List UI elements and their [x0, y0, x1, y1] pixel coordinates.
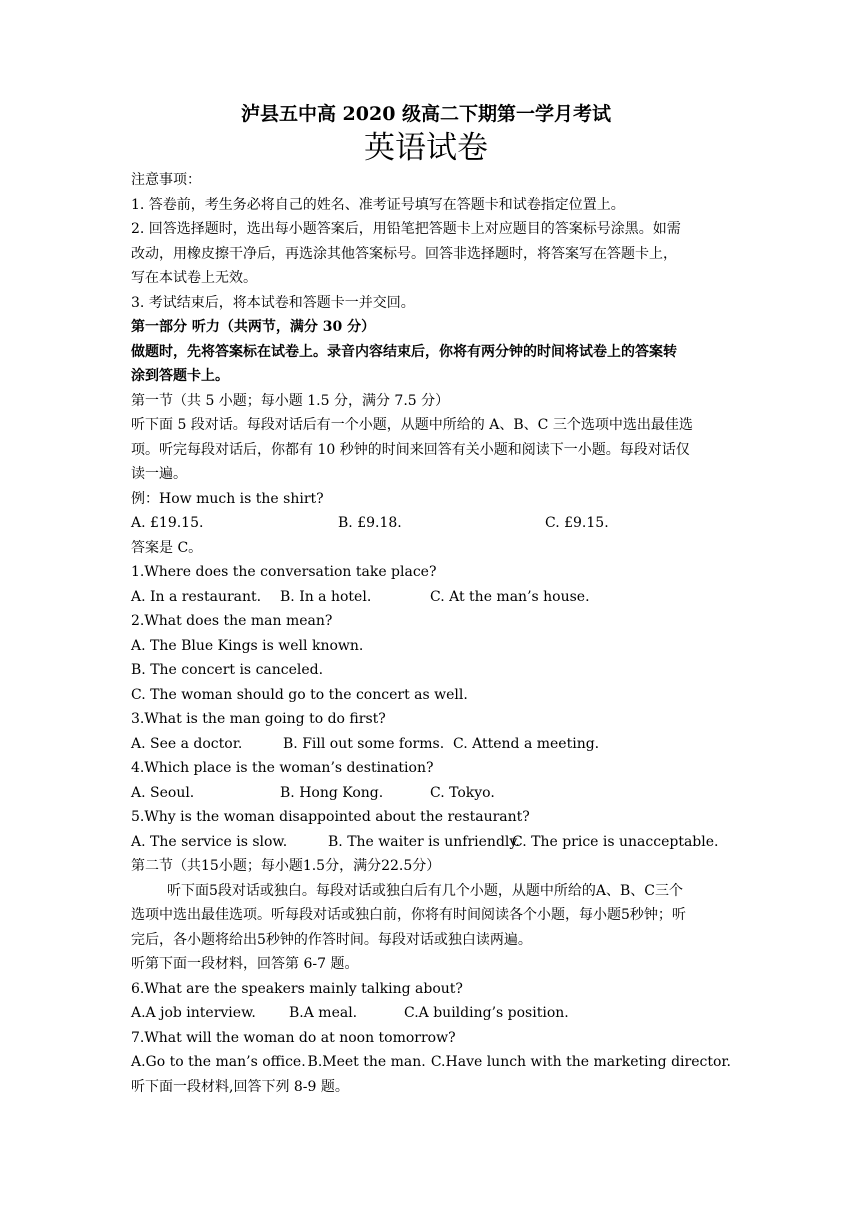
question-6-option-c: C.A building’s position. [404, 1005, 569, 1021]
notice-item-1: 1. 答卷前，考生务必将自己的姓名、准考证号填写在答题卡和试卷指定位置上。 [131, 196, 625, 213]
question-7-options [131, 1050, 731, 1075]
notice-item-3: 3. 考试结束后，将本试卷和答题卡一并交回。 [131, 294, 415, 311]
question-2-option-b: B. The concert is canceled. [131, 662, 324, 678]
part1-instruction-line-1: 做题时，先将答案标在试卷上。录音内容结束后，你将有两分钟的时间将试卷上的答案转 [131, 343, 677, 360]
exam-subtitle: 英语试卷 [364, 130, 488, 166]
question-2: 2.What does the man mean? [131, 613, 333, 629]
question-3-option-c: C. Attend a meeting. [453, 735, 600, 752]
question-4-option-b: B. Hong Kong. [280, 784, 384, 801]
notice-item-2-line-3: 写在本试卷上无效。 [131, 270, 257, 286]
section1-instruction-line-3: 读一遍。 [131, 466, 187, 482]
example-answer: 答案是 C。 [131, 539, 203, 556]
material-1-heading: 听第下面一段材料，回答第 6-7 题。 [131, 956, 359, 972]
material-2-heading: 听下面一段材料,回答下列 8-9 题。 [131, 1078, 349, 1095]
question-4-option-a: A. Seoul. [131, 784, 195, 801]
part1-instruction-line-2: 涂到答题卡上。 [131, 368, 229, 384]
question-5-option-b: B. The waiter is unfriendly. [328, 833, 520, 850]
example-options [131, 511, 731, 536]
question-6-option-a: A.A job interview. [131, 1005, 256, 1021]
question-5: 5.Why is the woman disappointed about the restaurant? [131, 809, 530, 825]
section1-instruction-line-1: 听下面 5 段对话。每段对话后有一个小题，从题中所给的 A、B、C 三个选项中选出最佳选 [131, 417, 693, 433]
question-4-options [131, 781, 731, 806]
example-option-a: A. £19.15. [131, 515, 204, 531]
notice-item-2-line-1: 2. 回答选择题时，选出每小题答案后，用铅笔把答题卡上对应题目的答案标号涂黑。如需 [131, 221, 681, 237]
question-3-options [131, 732, 731, 757]
exam-page [131, 100, 731, 1099]
question-6-option-b: B.A meal. [289, 1005, 358, 1021]
question-3-option-b: B. Fill out some forms. [283, 735, 445, 752]
question-7: 7.What will the woman do at noon tomorrow? [131, 1029, 456, 1046]
example-option-b: B. £9.18. [338, 515, 402, 531]
question-7-option-b: B.Meet the man. [307, 1054, 426, 1070]
section1-heading: 第一节（共 5 小题；每小题 1.5 分，满分 7.5 分） [131, 392, 450, 409]
section2-instruction-line-3: 完后，各小题将给出5秒钟的作答时间。每段对话或独白读两遍。 [131, 931, 532, 948]
question-4-option-c: C. Tokyo. [430, 784, 495, 801]
question-5-option-a: A. The service is slow. [131, 833, 288, 850]
question-2-option-a: A. The Blue Kings is well known. [131, 637, 364, 654]
part1-heading: 第一部分 听力（共两节，满分 30 分） [131, 319, 376, 335]
question-1-option-a: A. In a restaurant. [131, 588, 262, 605]
section2-instruction-line-2: 选项中选出最佳选项。听每段对话或独白前，你将有时间阅读各个小题，每小题5秒钟；听 [131, 907, 686, 923]
question-3: 3.What is the man going to do first? [131, 711, 386, 727]
question-6: 6.What are the speakers mainly talking about? [131, 980, 463, 997]
question-5-options [131, 830, 731, 855]
section1-instruction-line-2: 项。听完每段对话后，你都有 10 秒钟的时间来回答有关小题和阅读下一小题。每段对话仅 [131, 441, 690, 458]
exam-title: 泸县五中高 2020 级高二下期第一学月考试 [240, 103, 612, 125]
question-1-option-c: C. At the man’s house. [430, 588, 590, 605]
notice-heading: 注意事项： [131, 172, 201, 188]
question-5-option-c: C. The price is unacceptable. [512, 833, 719, 850]
question-6-options [131, 1001, 731, 1026]
example-option-c: C. £9.15. [545, 515, 609, 531]
section2-instruction-line-1: 听下面5段对话或独白。每段对话或独白后有几个小题，从题中所给的A、B、C三个 [167, 882, 684, 899]
question-2-option-c: C. The woman should go to the concert as well. [131, 686, 468, 703]
question-1-option-b: B. In a hotel. [280, 588, 372, 605]
question-7-option-a: A.Go to the man’s office. [131, 1054, 306, 1070]
section2-heading: 第二节（共15小题；每小题1.5分，满分22.5分） [131, 858, 441, 874]
notice-item-2-line-2: 改动，用橡皮擦干净后，再选涂其他答案标号。回答非选择题时，将答案写在答题卡上， [131, 245, 677, 262]
example-question: 例：How much is the shirt? [131, 490, 324, 507]
question-7-option-c: C.Have lunch with the marketing director. [430, 1054, 731, 1070]
question-1: 1.Where does the conversation take place? [131, 564, 437, 580]
question-3-option-a: A. See a doctor. [131, 735, 243, 752]
question-1-options [131, 585, 731, 610]
question-4: 4.Which place is the woman’s destination? [131, 760, 434, 776]
